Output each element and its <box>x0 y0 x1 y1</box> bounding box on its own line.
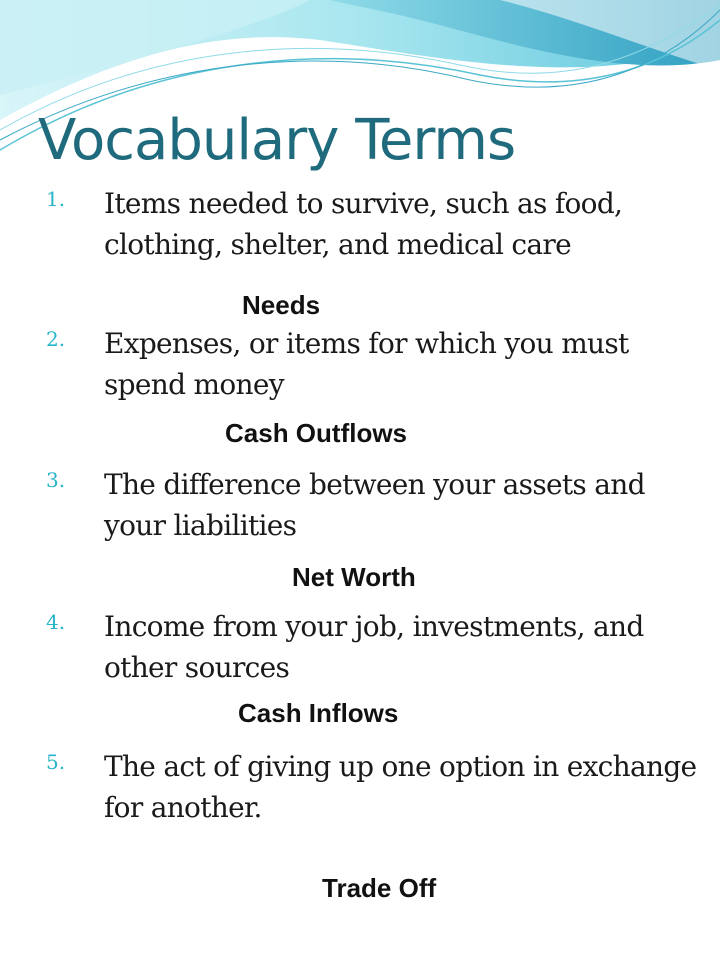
item-number: 3. <box>46 468 66 492</box>
item-number: 2. <box>46 327 66 351</box>
answer-label: Needs <box>242 290 321 320</box>
slide-title: Vocabulary Terms <box>38 108 516 173</box>
answer-label: Trade Off <box>322 873 437 903</box>
item-number: 5. <box>46 750 66 774</box>
item-definition: Income from your job, investments, and other sources <box>104 610 644 684</box>
item-definition: Items needed to survive, such as food, clothing, shelter, and medical care <box>104 187 623 261</box>
item-definition: The difference between your assets and your liabilities <box>104 468 645 542</box>
item-definition: Expenses, or items for which you must spend money <box>104 327 629 401</box>
item-number: 1. <box>46 187 66 211</box>
answer-label: Net Worth <box>292 562 416 592</box>
answer-label: Cash Inflows <box>238 698 399 728</box>
answer-label: Cash Outflows <box>225 418 408 448</box>
item-number: 4. <box>46 610 66 634</box>
item-definition: The act of giving up one option in exchange for another. <box>104 750 697 824</box>
